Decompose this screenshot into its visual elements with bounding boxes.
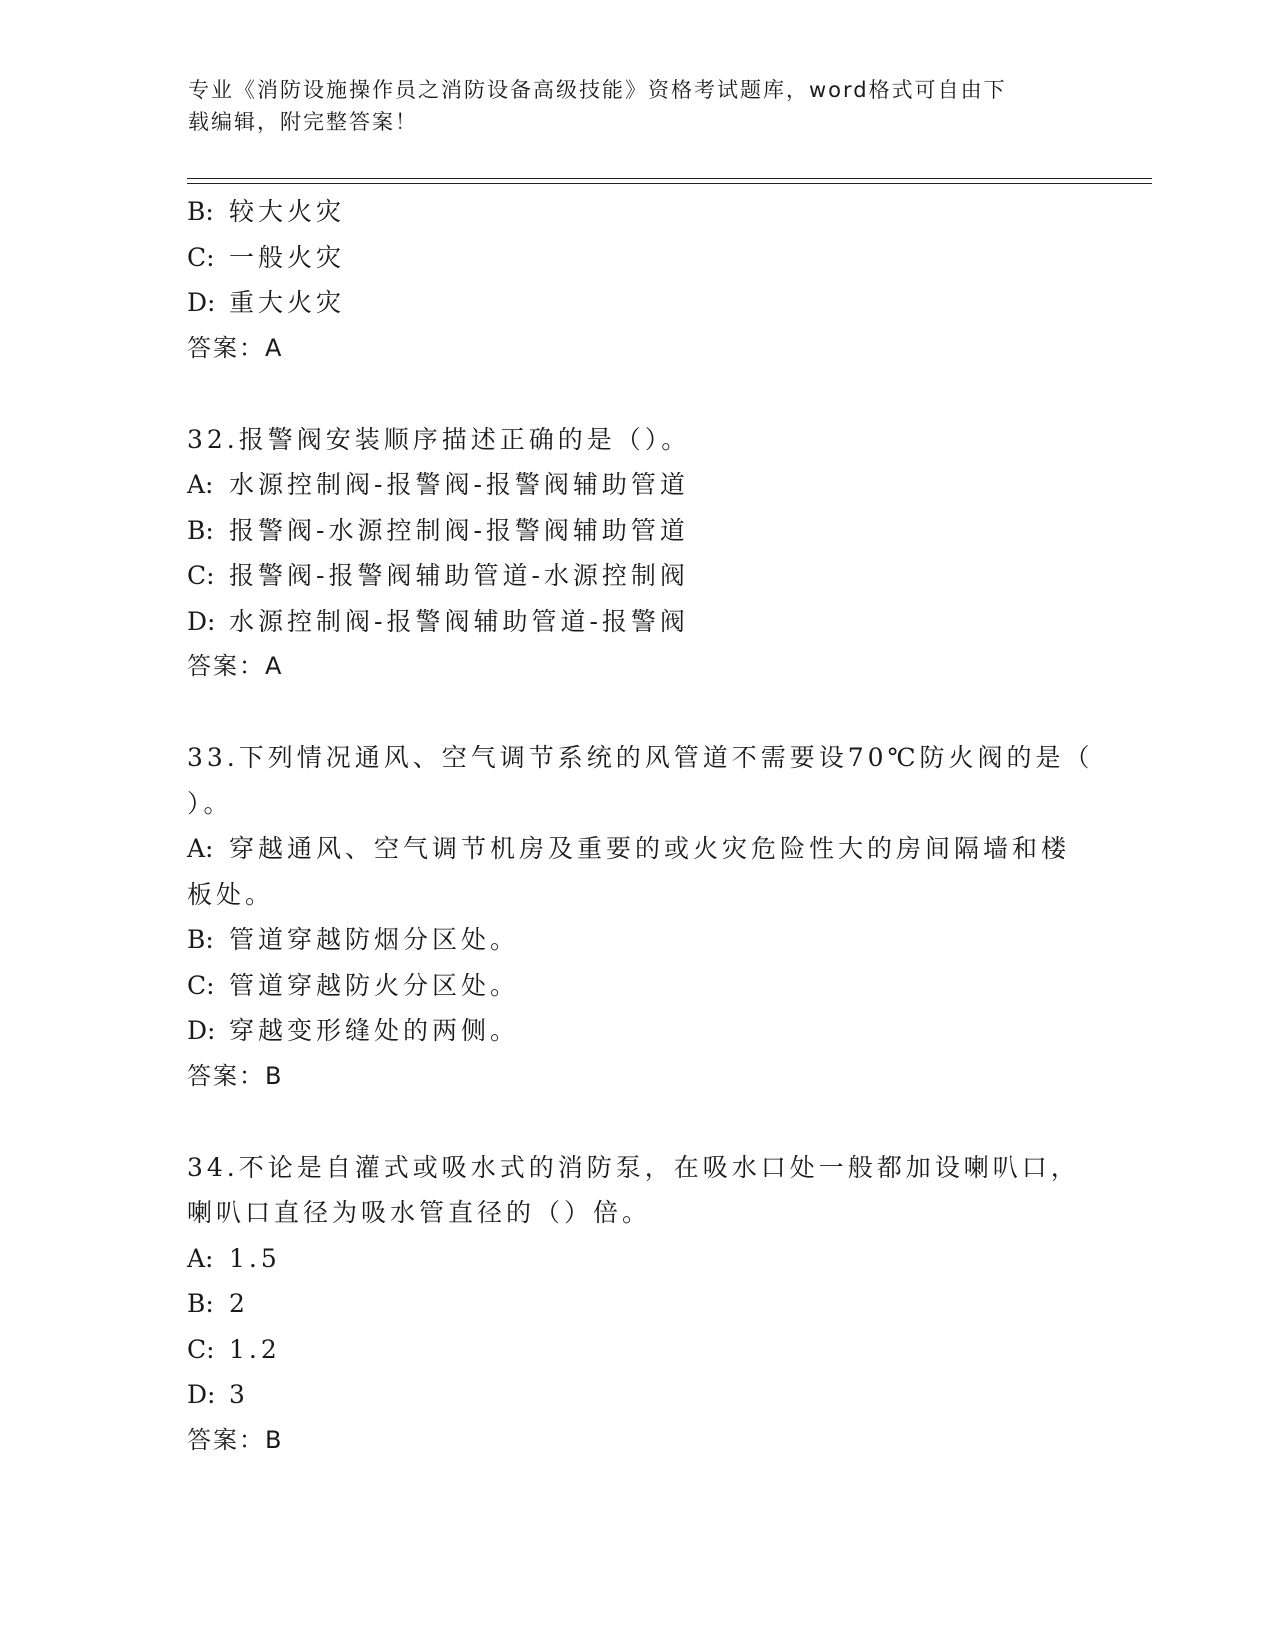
option-text: 重大火灾 <box>229 288 346 317</box>
option-letter: B: <box>187 1289 214 1318</box>
answer-line: 答案：A <box>187 333 284 362</box>
option-text: 穿越变形缝处的两侧。 <box>229 1016 520 1045</box>
option-b <box>187 1281 1087 1327</box>
option-d <box>187 280 1087 326</box>
header-divider-top <box>187 178 1152 179</box>
question-content <box>187 189 1094 1463</box>
option-d <box>187 1008 1087 1054</box>
question-34 <box>187 1145 1087 1464</box>
option-a <box>187 462 1087 508</box>
option-b <box>187 917 1087 963</box>
option-letter: C: <box>187 970 215 1000</box>
option-c <box>187 235 1087 281</box>
option-letter: B: <box>187 515 214 545</box>
option-letter: B: <box>187 197 214 226</box>
option-letter: D: <box>187 1380 216 1409</box>
option-c <box>187 963 1087 1009</box>
option-text: 水源控制阀-报警阀-报警阀辅助管道 <box>229 470 689 499</box>
question-stem: 32.报警阀安装顺序描述正确的是（）。 <box>187 424 691 454</box>
option-a <box>187 826 1087 872</box>
option-a <box>187 1236 1087 1282</box>
option-text: 一般火灾 <box>229 242 346 272</box>
spacer <box>187 1099 1087 1145</box>
option-d <box>187 1372 1087 1418</box>
option-text: 较大火灾 <box>229 197 346 226</box>
option-letter: D: <box>187 1016 216 1045</box>
question-stem: 34.不论是自灌式或吸水式的消防泵，在吸水口处一般都加设喇叭口， <box>187 1152 1080 1182</box>
option-text: 报警阀-报警阀辅助管道-水源控制阀 <box>229 561 689 590</box>
option-b <box>187 508 1087 554</box>
option-c <box>187 1327 1087 1373</box>
option-d <box>187 599 1087 645</box>
document-header <box>188 74 1068 138</box>
spacer <box>187 371 1087 417</box>
option-letter: B: <box>187 925 214 954</box>
option-letter: C: <box>187 1334 215 1364</box>
spacer <box>187 690 1087 736</box>
option-text: 1.5 <box>229 1243 281 1273</box>
header-line-1: 专业《消防设施操作员之消防设备高级技能》资格考试题库，word格式可自由下 <box>188 78 1007 102</box>
header-divider-bottom <box>187 183 1152 184</box>
answer-line: 答案：A <box>187 652 284 680</box>
option-letter: A: <box>187 470 214 499</box>
option-text: 1.2 <box>229 1334 281 1364</box>
answer-line: 答案：B <box>187 1425 284 1454</box>
option-text: 管道穿越防烟分区处。 <box>229 925 520 954</box>
option-text: 3 <box>229 1380 249 1409</box>
answer-line: 答案：B <box>187 1061 284 1090</box>
option-c <box>187 553 1087 599</box>
option-a-continuation: 板处。 <box>187 879 275 909</box>
question-stem-continuation: ）。 <box>187 788 233 818</box>
prev-question <box>187 189 1087 371</box>
option-text: 2 <box>229 1289 249 1318</box>
option-text: 穿越通风、空气调节机房及重要的或火灾危险性大的房间隔墙和楼 <box>229 834 1071 863</box>
question-stem-continuation: 喇叭口直径为吸水管直径的（）倍。 <box>187 1198 652 1227</box>
option-text: 报警阀-水源控制阀-报警阀辅助管道 <box>229 515 689 545</box>
question-stem: 33.下列情况通风、空气调节系统的风管道不需要设70℃防火阀的是（ <box>187 743 1094 772</box>
option-letter: D: <box>187 288 216 317</box>
option-text: 水源控制阀-报警阀辅助管道-报警阀 <box>229 606 689 636</box>
option-letter: C: <box>187 561 215 590</box>
header-line-2: 载编辑，附完整答案！ <box>188 110 418 134</box>
option-letter: C: <box>187 242 215 272</box>
option-letter: D: <box>187 606 216 636</box>
option-b <box>187 189 1087 235</box>
option-text: 管道穿越防火分区处。 <box>229 970 520 1000</box>
option-letter: A: <box>187 834 214 863</box>
question-32 <box>187 417 1087 690</box>
question-33 <box>187 735 1094 1099</box>
option-letter: A: <box>187 1243 214 1273</box>
